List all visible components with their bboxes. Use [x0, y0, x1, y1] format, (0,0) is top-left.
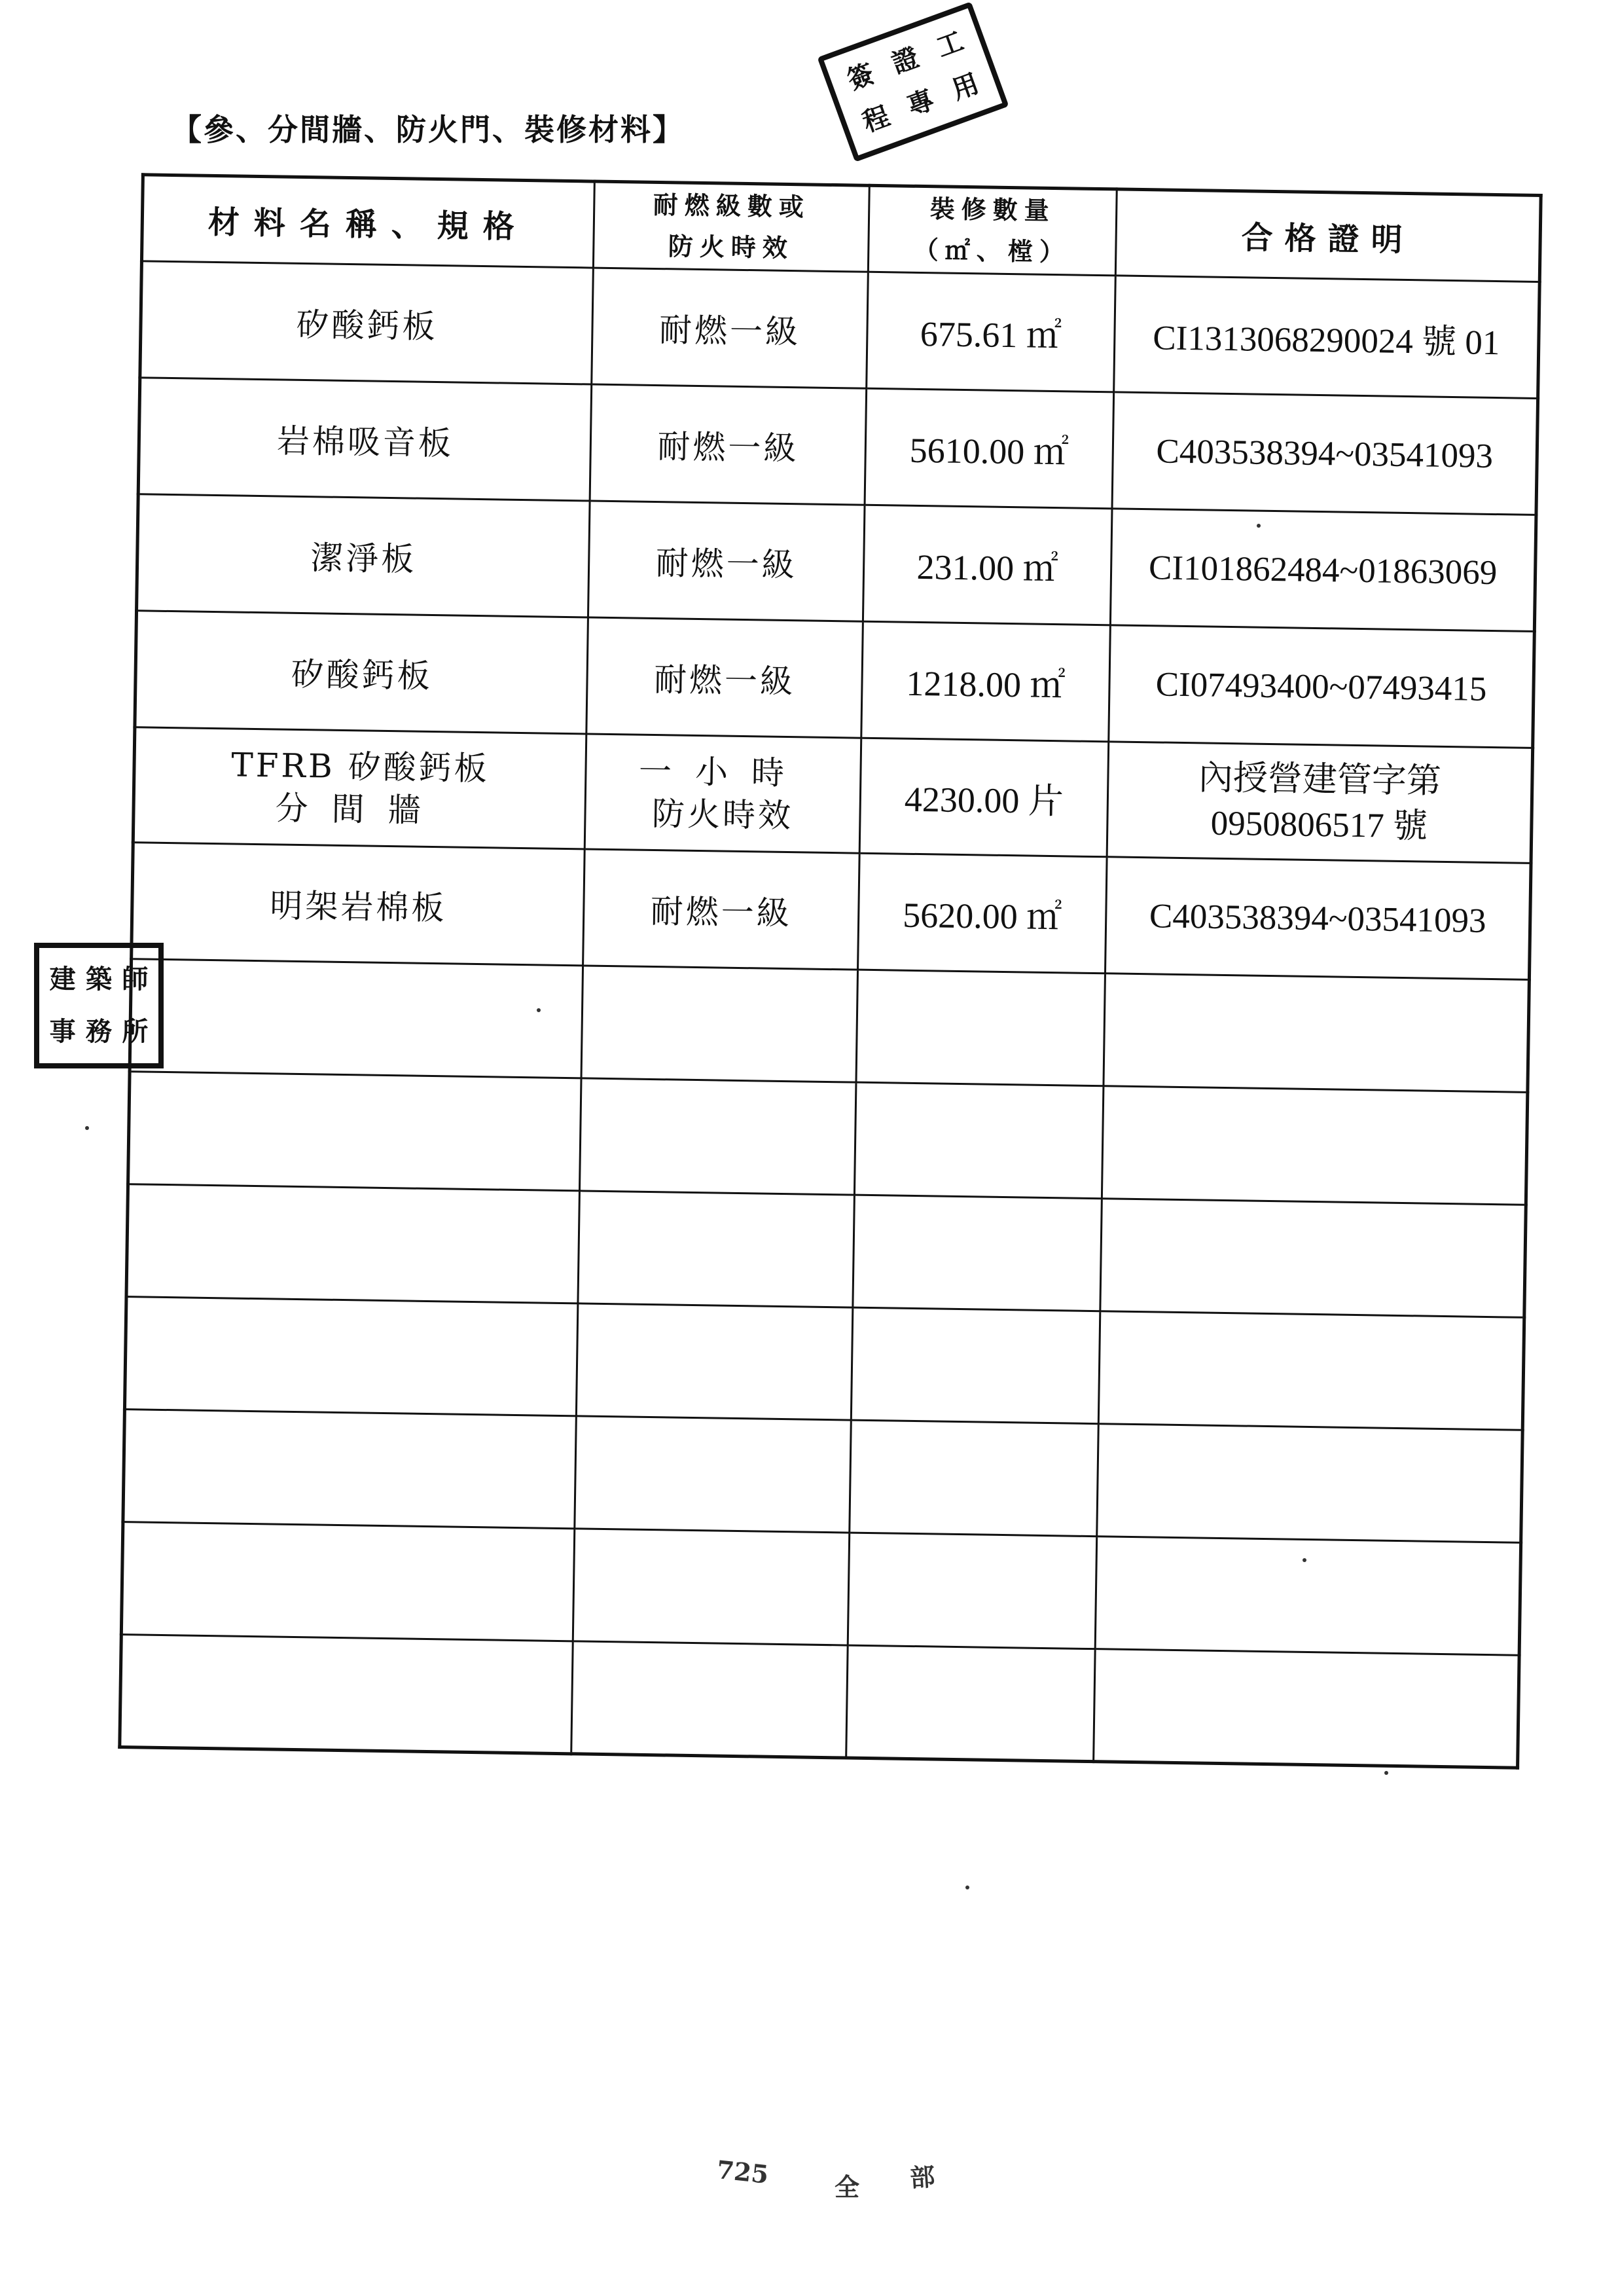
header-certificate: 合格證明	[1115, 189, 1541, 282]
fire-rating-line2: 防火時效	[651, 794, 794, 835]
header-quantity-line2: （㎡、樘）	[913, 234, 1071, 267]
empty-table-row	[121, 1522, 1520, 1656]
empty-cell	[853, 1195, 1102, 1311]
empty-table-row	[123, 1410, 1522, 1543]
table-row	[132, 843, 1531, 980]
scan-speck	[1303, 1558, 1306, 1562]
seal-char: 用	[948, 67, 983, 106]
section-title: 【參、分間牆、防火門、裝修材料】	[171, 112, 685, 147]
empty-cell	[123, 1410, 576, 1529]
empty-cell	[575, 1416, 852, 1533]
empty-cell	[1104, 974, 1529, 1093]
seal-char: 務	[85, 1016, 112, 1047]
empty-cell	[1098, 1311, 1524, 1430]
bottom-stamp-mark: 全	[835, 2172, 860, 2202]
scan-speck	[1257, 524, 1261, 528]
material-name-line1: TFRB 矽酸鈣板	[230, 745, 490, 788]
empty-cell	[581, 966, 858, 1082]
empty-cell	[573, 1529, 850, 1645]
seal-char: 工	[932, 25, 968, 64]
cell-quantity: 1218.00 ㎡	[861, 621, 1111, 742]
cell-quantity: 5620.00 ㎡	[858, 853, 1107, 974]
materials-table-wrapper	[118, 173, 1539, 1768]
fire-rating-line1: 一小時	[638, 752, 808, 792]
empty-cell	[130, 959, 583, 1078]
seal-char: 事	[49, 1016, 76, 1047]
empty-cell	[126, 1184, 579, 1303]
empty-cell	[846, 1645, 1096, 1762]
bottom-stamp-mark: 725	[715, 2154, 770, 2190]
empty-table-row	[128, 1072, 1528, 1205]
cell-certificate: CI07493400~07493415	[1109, 625, 1535, 748]
materials-table	[118, 173, 1542, 1769]
table-row	[138, 378, 1537, 515]
empty-cell	[851, 1307, 1100, 1424]
table-row	[133, 727, 1532, 864]
empty-table-row	[126, 1184, 1526, 1318]
cell-certificate	[1107, 742, 1533, 864]
cell-material-name	[133, 727, 586, 849]
cell-material-name: 明架岩棉板	[132, 843, 585, 966]
empty-table-row	[120, 1635, 1519, 1768]
empty-cell	[578, 1191, 855, 1307]
cell-certificate: C403538394~03541093	[1105, 857, 1531, 980]
certificate-line2: 0950806517 號	[1210, 804, 1428, 846]
header-fire-rating	[593, 181, 869, 272]
cell-certificate: C403538394~03541093	[1112, 392, 1538, 515]
cell-fire-rating: 耐燃一級	[586, 617, 863, 738]
seal-char: 所	[122, 1016, 149, 1047]
header-rating-line1: 耐燃級數或	[653, 190, 811, 222]
empty-cell	[124, 1297, 577, 1416]
cell-quantity: 5610.00 ㎡	[865, 388, 1114, 509]
header-quantity-line1: 裝修數量	[929, 194, 1056, 226]
cell-fire-rating: 耐燃一級	[583, 849, 860, 970]
material-name-line2: 分間牆	[275, 788, 444, 829]
seal-char: 專	[903, 84, 939, 122]
empty-table-row	[130, 959, 1529, 1093]
cell-fire-rating: 耐燃一級	[590, 384, 867, 505]
cell-material-name: 矽酸鈣板	[135, 611, 588, 734]
empty-cell	[1102, 1086, 1527, 1205]
cell-fire-rating: 耐燃一級	[592, 268, 869, 388]
empty-cell	[120, 1635, 573, 1754]
empty-cell	[576, 1303, 853, 1420]
cell-quantity: 675.61 ㎡	[867, 272, 1116, 392]
seal-char: 師	[122, 964, 149, 994]
cell-fire-rating: 耐燃一級	[588, 501, 865, 621]
empty-cell	[571, 1641, 848, 1758]
cell-material-name: 潔淨板	[137, 494, 590, 617]
scan-speck	[537, 1008, 541, 1012]
empty-cell	[1100, 1199, 1526, 1318]
scan-speck	[1384, 1771, 1388, 1775]
empty-cell	[856, 970, 1106, 1086]
cell-material-name: 矽酸鈣板	[140, 261, 594, 384]
cell-fire-rating	[584, 734, 861, 853]
empty-cell	[1094, 1649, 1519, 1768]
cell-quantity: 4230.00 片	[859, 738, 1109, 857]
seal-char: 建	[49, 964, 76, 994]
bottom-stamp-mark: 部	[908, 2161, 936, 2193]
empty-cell	[848, 1533, 1097, 1649]
seal-char: 築	[85, 964, 112, 994]
table-row	[135, 611, 1534, 748]
header-material-name: 材料名稱、規格	[141, 175, 594, 268]
certificate-line1: 內授營建管字第	[1198, 758, 1442, 801]
empty-cell	[1097, 1424, 1522, 1543]
table-row	[137, 494, 1536, 632]
cell-certificate: CI101862484~01863069	[1110, 509, 1536, 632]
seal-char: 程	[858, 100, 894, 138]
empty-cell	[854, 1082, 1104, 1199]
cell-quantity: 231.00 ㎡	[863, 505, 1112, 625]
empty-cell	[128, 1072, 581, 1191]
seal-char: 簽	[842, 58, 878, 96]
header-rating-line2: 防火時效	[668, 231, 795, 263]
empty-cell	[1095, 1537, 1520, 1656]
scan-speck	[85, 1126, 89, 1130]
empty-cell	[579, 1078, 856, 1195]
empty-cell	[121, 1522, 574, 1641]
seal-char: 證	[888, 41, 923, 80]
scan-speck	[965, 1886, 969, 1889]
top-seal-stamp	[817, 1, 1009, 162]
header-quantity	[868, 185, 1117, 276]
empty-table-row	[124, 1297, 1524, 1430]
cell-material-name: 岩棉吸音板	[138, 378, 592, 501]
cell-certificate: CI1313068290024 號 01	[1114, 276, 1540, 399]
table-row	[140, 261, 1539, 399]
empty-cell	[850, 1420, 1099, 1537]
